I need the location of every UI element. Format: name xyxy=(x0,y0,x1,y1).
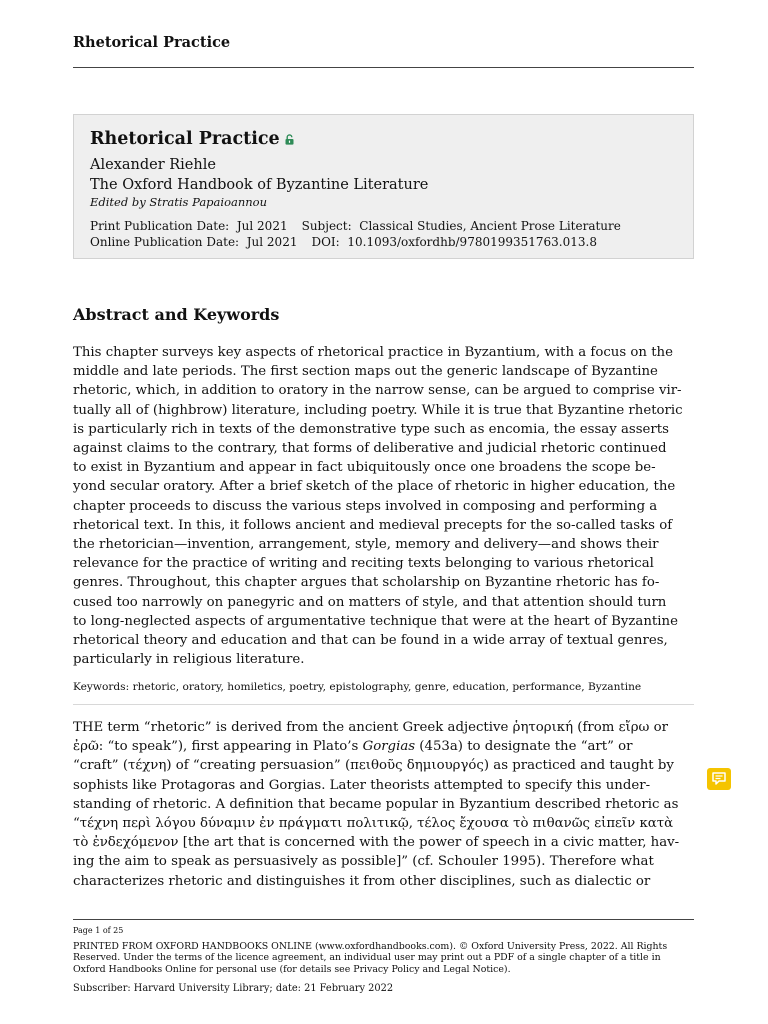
keywords-label: Keywords: xyxy=(73,681,130,693)
abstract-line: to exist in Byzantium and appear in fact ubiquitously once one broadens the scope be- xyxy=(73,460,656,476)
abstract-line: to long-neglected aspects of argumentative technique that were at the heart of Byzantine xyxy=(73,613,678,629)
chapter-body-text xyxy=(73,718,694,891)
body-text-segment: (453a) to designate the “art” or xyxy=(415,739,633,755)
online-publication-row xyxy=(90,234,677,250)
abstract-line: rhetorical theory and education and that can be found in a wide array of textual genres, xyxy=(73,633,668,649)
work-title-gorgias: Gorgias xyxy=(362,739,416,755)
printed-notice xyxy=(73,941,694,975)
chapter-title-text: Rhetorical Practice xyxy=(90,129,280,149)
chapter-title xyxy=(90,128,677,151)
print-publication-row xyxy=(90,218,677,234)
abstract-line: chapter proceeds to discuss the various steps involved in composing and performing a xyxy=(73,498,658,514)
body-text-segment: ἐρῶ: “to speak”), first appearing in Plato’s xyxy=(73,739,363,755)
online-date-label: Online Publication Date: xyxy=(90,235,240,249)
footer-divider xyxy=(73,919,694,920)
doi-link[interactable]: 10.1093/oxfordhb/9780199351763.013.8 xyxy=(347,235,597,249)
abstract-line: This chapter surveys key aspects of rhetorical practice in Byzantium, with a focus on the xyxy=(73,345,673,360)
abstract-line: is particularly rich in texts of the demonstrative type such as encomia, the essay asserts xyxy=(73,421,669,437)
notice-line: Oxford Handbooks Online for personal use (for details see Privacy Policy and Legal Notice). xyxy=(73,963,511,975)
abstract-line: middle and late periods. The first section maps out the generic landscape of Byzantine xyxy=(73,364,658,380)
abstract-line: against claims to the contrary, that forms of deliberative and judicial rhetoric continued xyxy=(73,441,667,457)
abstract-line: tually all of (highbrow) literature, including poetry. While it is true that Byzantine rhetoric xyxy=(73,402,683,418)
body-line: standing of rhetoric. A definition that became popular in Byzantium described rhetoric as xyxy=(73,796,679,812)
abstract-line: rhetorical text. In this, it follows ancient and medieval precepts for the so-called tasks of xyxy=(73,517,673,533)
subject-label: Subject: xyxy=(301,219,352,233)
print-date: Jul 2021 xyxy=(236,219,288,233)
header-divider xyxy=(73,67,694,68)
abstract-line: the rhetorician—invention, arrangement, style, memory and delivery—and shows their xyxy=(73,537,659,553)
online-date: Jul 2021 xyxy=(246,235,298,249)
notice-line: Reserved. Under the terms of the licence agreement, an individual user may print out a PDF of a single chapter of a title in xyxy=(73,952,661,964)
doi-label: DOI: xyxy=(311,235,340,249)
keywords-list: rhetoric, oratory, homiletics, poetry, epistolography, genre, education, performance, Byzantine xyxy=(132,681,642,693)
subscriber-line: Subscriber: Harvard University Library; date: 21 February 2022 xyxy=(73,983,394,994)
open-lock-icon xyxy=(285,129,294,151)
body-line: “τέχνη περὶ λόγου δύναμιν ἐν πράγματι πολιτικῷ, τέλος ἔχουσα τὸ πιθανῶς εἰπεῖν κατὰ xyxy=(73,816,674,832)
abstract-line: genres. Throughout, this chapter argues that scholarship on Byzantine rhetoric has fo- xyxy=(73,575,660,591)
page-number: Page 1 of 25 xyxy=(73,926,124,935)
abstract-line: particularly in religious literature. xyxy=(73,652,305,668)
abstract-line: relevance for the practice of writing and reciting texts belonging to various rhetorical xyxy=(73,556,654,572)
chapter-metadata-box xyxy=(73,114,694,259)
publication-info xyxy=(90,218,677,250)
body-line: τὸ ἐνδεχόμενον [the art that is concerned with the power of speech in a civic matter, hav- xyxy=(73,835,680,851)
keywords-line xyxy=(73,680,694,694)
book-title: The Oxford Handbook of Byzantine Literature xyxy=(90,177,429,193)
print-date-label: Print Publication Date: xyxy=(90,219,230,233)
editor-line: Edited by Stratis Papaioannou xyxy=(90,195,267,209)
body-line: sophists like Protagoras and Gorgias. Later theorists attempted to specify this under- xyxy=(73,777,651,793)
subject-link[interactable]: Classical Studies, Ancient Prose Literature xyxy=(359,219,621,233)
abstract-heading: Abstract and Keywords xyxy=(73,305,280,324)
speech-note-icon[interactable] xyxy=(707,768,731,790)
author-name: Alexander Riehle xyxy=(90,157,216,173)
body-line: characterizes rhetoric and distinguishes it from other disciplines, such as dialectic or xyxy=(73,873,651,889)
abstract-text xyxy=(73,343,694,669)
notice-line: PRINTED FROM OXFORD HANDBOOKS ONLINE (www.oxfordhandbooks.com). © Oxford University Press, 2022. All Rights xyxy=(73,941,668,952)
abstract-line: yond secular oratory. After a brief sketch of the place of rhetoric in higher education, the xyxy=(73,479,676,495)
body-line: “craft” (τέχνη) of “creating persuasion” (πειθοῦς δημιουργός) as practiced and taught by xyxy=(73,758,674,774)
body-line: ing the aim to speak as persuasively as possible]” (cf. Schouler 1995). Therefore what xyxy=(73,854,654,870)
keywords-divider xyxy=(73,704,694,705)
body-line: THE term “rhetoric” is derived from the ancient Greek adjective ῥητορική (from εἴρω or xyxy=(73,720,668,735)
running-head-title: Rhetorical Practice xyxy=(73,34,231,51)
abstract-line: cused too narrowly on panegyric and on matters of style, and that attention should turn xyxy=(73,594,667,610)
body-line xyxy=(73,737,694,756)
abstract-line: rhetoric, which, in addition to oratory in the narrow sense, can be argued to comprise vir- xyxy=(73,383,682,399)
